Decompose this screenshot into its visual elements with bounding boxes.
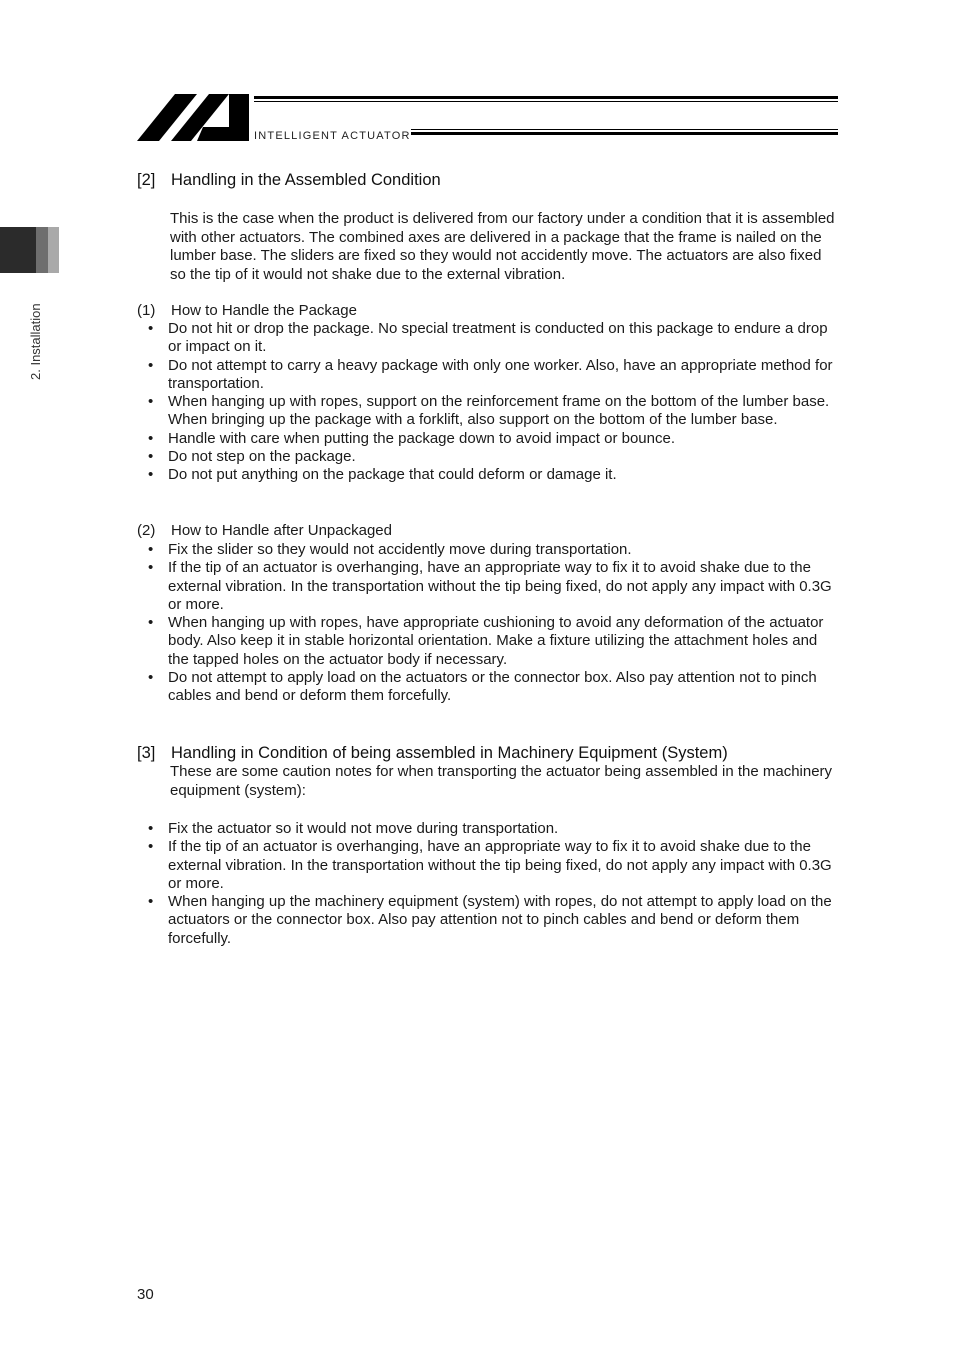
list-item: • When hanging up the machinery equipment (system) with ropes, do not attempt to apply load on the actuators or the connector box. Also pay attention not to pinch cables and bend or deform them forcefully. (137, 893, 839, 948)
section-2-number: [2] (137, 171, 156, 189)
list-item: • When hanging up with ropes, support on the reinforcement frame on the bottom of the lumber base. When bringing up the package with a forklift, also support on the bottom of the lumber base. (137, 393, 839, 430)
subsection-2-title: How to Handle after Unpackaged (171, 522, 392, 539)
list-item: • When hanging up with ropes, have appropriate cushioning to avoid any deformation of the actuator body. Also keep it in stable horizontal orientation. Make a fixture utilizing the attachment holes and the tapped holes on the actuator body if necessary. (137, 614, 839, 669)
list-item: • Do not step on the package. (137, 448, 839, 466)
subsection-2-number: (2) (137, 522, 156, 539)
section-3-intro: These are some caution notes for when transporting the actuator being assembled in the machinery equipment (system): (170, 763, 833, 799)
chapter-tab-light (48, 227, 59, 273)
section-3-number: [3] (137, 744, 156, 762)
subsection-2-list (137, 541, 839, 706)
list-item: • If the tip of an actuator is overhanging, have an appropriate way to fix it to avoid shake due to the external vibration. In the transportation without the tip being fixed, do not apply any impact with 0.3G or more. (137, 838, 839, 893)
list-item: • Do not attempt to carry a heavy package with only one worker. Also, have an appropriate method for transportation. (137, 357, 839, 394)
header-rule-bottom-1 (411, 129, 838, 130)
list-item: • If the tip of an actuator is overhanging, have an appropriate way to fix it to avoid shake due to the external vibration. In the transportation without the tip being fixed, do not apply any impact with 0.3G or more. (137, 559, 839, 614)
section-2-heading (137, 171, 837, 191)
brand-name: INTELLIGENT ACTUATOR (254, 130, 411, 142)
iai-logo (137, 94, 251, 142)
list-item: • Fix the actuator so it would not move during transportation. (137, 820, 839, 838)
section-2-title: Handling in the Assembled Condition (171, 171, 441, 189)
section-3-heading (137, 744, 837, 764)
subsection-1-title: How to Handle the Package (171, 302, 357, 319)
subsection-2-heading (137, 522, 837, 540)
subsection-1-list (137, 320, 839, 485)
section-2-intro: This is the case when the product is delivered from our factory under a condition that it is assembled with other actuators. The combined axes are delivered in a package that the frame is nailed on the lumber base. The sliders are fixed so they would not accidently move. The actuators are also fixed so the tip of it would not shake due to the external vibration. (170, 210, 835, 283)
header-rule-bottom-2 (411, 132, 838, 135)
page-number: 30 (137, 1286, 154, 1303)
subsection-1-number: (1) (137, 302, 156, 319)
list-item: • Handle with care when putting the package down to avoid impact or bounce. (137, 430, 839, 448)
list-item: • Do not hit or drop the package. No special treatment is conducted on this package to endure a drop or impact on it. (137, 320, 839, 357)
list-item: • Do not attempt to apply load on the actuators or the connector box. Also pay attention not to pinch cables and bend or deform them forcefully. (137, 669, 839, 706)
subsection-1-heading (137, 302, 837, 320)
header-rule-top-1 (254, 96, 838, 99)
section-3-list (137, 820, 839, 948)
section-3-title: Handling in Condition of being assembled in Machinery Equipment (System) (171, 744, 728, 762)
list-item: • Do not put anything on the package that could deform or damage it. (137, 466, 839, 484)
chapter-label: 2. Installation (28, 303, 43, 380)
list-item: • Fix the slider so they would not accidently move during transportation. (137, 541, 839, 559)
chapter-tab-dark (0, 227, 36, 273)
header-rule-top-2 (254, 101, 838, 102)
chapter-tab-mid (36, 227, 48, 273)
